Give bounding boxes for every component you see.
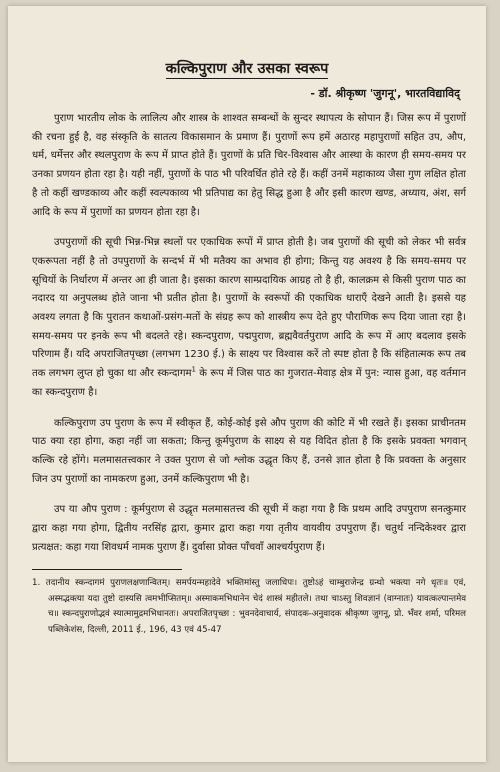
chapter-title	[8, 58, 486, 78]
paragraph-3: कल्किपुराण उप पुराण के रूप में स्वीकृत हैं, कोई-कोई इसे औप पुराण की कोटि में भी रखते हैं। इसका प्राचीनतम पाठ क्या रहा होगा, कहा नहीं जा सकता; किन्तु कूर्मपुराण के साक्ष्य से यह विदित होता है कि इसके प्रवक्ता भगवान् कल्कि रहे होंगे। मलमासतत्त्वकार ने उक्त पुराण से जो श्लोक उद्धृत किए हैं, उनसे ज्ञात होता है कि प्रवक्ता के अनुसार जिन उप पुराणों का नामकरण हुआ, उनमें कल्किपुराण भी है।	[32, 417, 466, 485]
body-text	[32, 110, 466, 638]
footnote: 1. तदानीय स्कन्दागमं पुराणलक्षणान्वितम्। समर्पयन्महादेवे भक्तिमांस्तु जलाधिपः। तुष्टोऽहं चाम्बुराजेन्द्र ग्रन्थो भक्त्या नगे धृतः॥ एवं, अस्मद्भक्त्या यदा तुष्टो दास्यसि त्वमभीप्सितम्॥ अस्माकमभिधानेन चेदं शास्त्रं महीतले। तथा चाऽस्तु शिवज्ञानं (वाग्नातः) यावत्कल्पान्तमेव च॥ स्कन्दपुराणोद्भवं स्यात्मामुद्रमभिधानतः। अपराजितपृच्छा : भुवनदेवाचार्य, संपादक-अनुवादक श्रीकृष्ण जुगनू, प्रो. भँवर शर्मा, परिमल पब्लिकेशंस, दिल्ली, 2011 ई., 196, 43 एवं 45-47	[32, 578, 466, 635]
paragraph-2-tail: के रूप में जिस पाठ का गुजरात-मेवाड़ क्षेत्र में पुन: न्यास हुआ, वह वर्तमान का स्कन्दपुराण है।	[32, 368, 466, 398]
paragraph-4: उप या औप पुराण : कूर्मपुराण से उद्धृत मलमासतत्त्व की सूची में कहा गया है कि प्रथम आदि उपपुराण सनत्कुमार द्वारा कहा गया होगा, द्वितीय नरसिंह द्वारा, कुमार द्वारा कहा गया तृतीय वायवीय उपपुराण हैं। चतुर्थ नन्दिकेश्वर द्वारा प्रत्यक्षत: कहा गया शिवधर्म नामक पुराण हैं। दुर्वासा प्रोक्त पाँचवाँ आश्चर्यपुराण हैं।	[32, 504, 466, 553]
footnote-divider	[32, 569, 182, 570]
chapter-title-text: कल्किपुराण और उसका स्वरूप	[165, 61, 329, 77]
paragraph-2-text: उपपुराणों की सूची भिन्न-भिन्न स्थलों पर एकाधिक रूपों में प्राप्त होती है। जब पुराणों की सूची को लेकर भी सर्वत्र एकरूपता नहीं है तो उपपुराणों के सन्दर्भ में भी मतैक्य का अभाव ही होगा; किन्तु यह अवश्य है कि समय-समय पर सूचियों के निर्धारण में अन्तर आ ही जाता है। इसका कारण साम्प्रदायिक आग्रह तो है ही, कालक्रम से किसी पुराण पाठ का नदारद या अनुपलब्ध होते जाना भी प्रतीत होता है। पुराणों के स्वरूपों की एकाधिक धाराएँ देखने आती है। इससे यह अवश्य लगता है कि पुरातन कथाओं-प्रसंग-मतों के संग्रह रूप को शास्त्रीय रूप देते हुए पौराणिक रूप दिया जाता रहा है। समय-समय पर इनके रूप भी बदलते रहे। स्कन्दपुराण, पद्मपुराण, ब्रह्मवैवर्तपुराण आदि के रूप में आए बदलाव इसके परिणाम हैं। यदि अपराजितपृच्छा (लगभग 1230 ई.) के साक्ष्य पर विश्वास करें तो स्पष्ट होता है कि संहितात्मक रूप तब तक लगभग लुप्त हो चुका था और स्कन्दागम	[32, 237, 466, 380]
author-line: - डॉ. श्रीकृष्ण 'जुगनू', भारतविद्याविद्	[310, 87, 460, 100]
paragraph-1: पुराण भारतीय लोक के लालित्य और शास्त्र के शाश्वत सम्बन्धों के सुन्दर स्थापत्य के सोपान हैं। जिस रूप में पुराणों की रचना हुई है, वह संस्कृति के सातत्य विकासमान के प्रमाण हैं। पुराणों रूप हमें अठारह महापुराणों सहित उप, औप, धर्म, धर्मेत्तर और स्थलपुराण के रूप में प्राप्त होते हैं। पुराणों के प्रति चिर-विश्वास और आस्था के कारण ही समय-समय पर उनका प्रणयन होता रहा है। यही नहीं, पुराणों के पाठ भी परिवर्धित होते रहे हैं। कहीं उनमें महाकाव्य जैसा गुण लक्षित होता है तो कहीं खण्डकाव्य और कहीं स्वल्पकाव्य भी प्रतिपाद्य का हेतु सिद्ध हुआ है और इसी कारण खण्ड, अध्याय, अंश, सर्ग आदि के रूप में पुराणों का प्रणयन होता रहा है।	[32, 113, 466, 218]
book-page	[8, 6, 486, 762]
footnote-reference: 1	[191, 365, 196, 374]
paragraph-2	[32, 234, 466, 402]
